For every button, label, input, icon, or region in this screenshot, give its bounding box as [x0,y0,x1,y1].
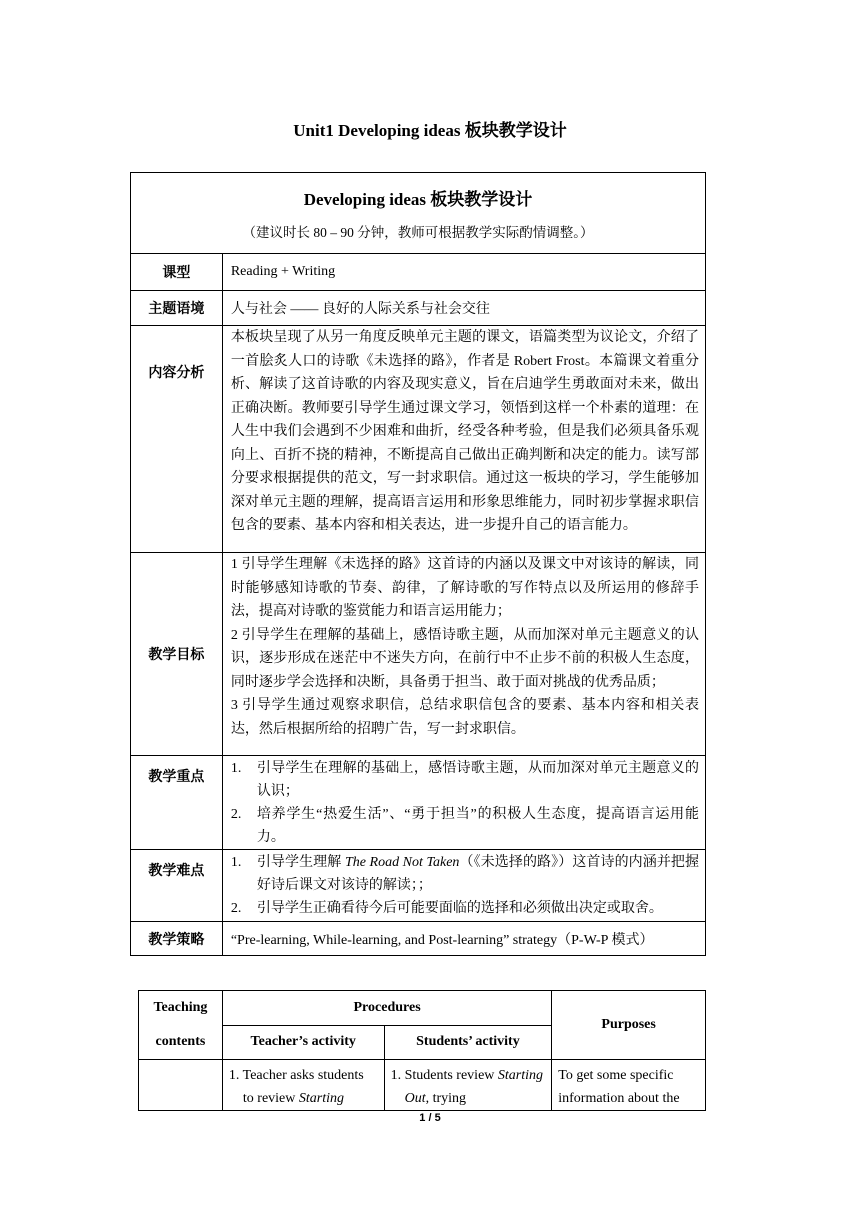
row-label-teaching-objectives: 教学目标 [131,553,223,756]
row-label-lesson-type: 课型 [131,254,223,291]
row-value-content-analysis: 本板块呈现了从另一角度反映单元主题的课文，语篇类型为议论文，介绍了一首脍炙人口的诗歌《未选择的路》，作者是 Robert Frost。本篇课文着重分析、解读了这首诗歌的内容及现实意义，旨在启迪学生勇敢面对未来，做出正确决断。教师要引导学生通过课文学习，领悟到这样一个朴素的道理：在人生中我们会遇到不少困难和曲折，经受各种考验，但是我们必须具备乐观向上、百折不挠的精神，不断提高自己做出正确判断和决定的能力。读写部分要求根据提供的范文，写一封求职信。通过这一板块的学习，学生能够加深对单元主题的理解，提高语言运用和形象思维能力，同时初步掌握求职信包含的要素、基本内容和相关表达，进一步提升自己的语言能力。 [222,326,705,553]
procedures-table [138,990,706,1111]
objective-item: 1 引导学生理解《未选择的路》这首诗的内涵以及课文中对该诗的解读，同时能够感知诗歌的节奏、韵律，了解诗歌的写作特点以及所运用的修辞手法，提高对诗歌的鉴赏能力和语言运用能力； [230,557,699,619]
row-label-teaching-strategy: 教学策略 [131,922,223,956]
teaching-contents-header: Teaching contents [139,991,223,1060]
page-number: 1 / 5 [419,1112,441,1124]
difficult-point-item: 2. 引导学生正确看待今后可能要面临的选择和必须做出决定或取舍。 [230,901,663,916]
students-activity-header: Students’ activity [384,1025,552,1060]
document-title: Unit1 Developing ideas 板块教学设计 [293,121,567,140]
row-label-key-points: 教学重点 [131,756,223,850]
row-label-theme-context: 主题语境 [131,291,223,326]
purposes-header: Purposes [552,991,706,1060]
row-value-teaching-objectives [222,553,705,756]
teaching-contents-cell [139,1060,223,1111]
row-value-theme-context: 人与社会 —— 良好的人际关系与社会交往 [222,291,705,326]
purpose-cell: To get some specific information about the [552,1060,706,1111]
lesson-design-table [130,172,706,956]
key-point-item: 1. 引导学生在理解的基础上，感悟诗歌主题，从而加深对单元主题意义的认识； [230,761,699,799]
difficult-point-item: 1. 引导学生理解 The Road Not Taken（《未选择的路》）这首诗的内涵并把握好诗后课文对该诗的解读；； [230,855,700,893]
procedures-header: Procedures [222,991,551,1026]
table-header-title: Developing ideas 板块教学设计 [303,190,533,209]
table-header-cell [131,173,706,254]
row-value-key-points [222,756,705,850]
students-activity-cell: 1. Students review Starting Out, trying [384,1060,552,1111]
teacher-activity-cell: 1. Teacher asks students to review Starting [222,1060,384,1111]
key-point-item: 2. 培养学生“热爱生活”、“勇于担当”的积极人生态度，提高语言运用能力。 [230,807,699,845]
objective-item: 2 引导学生在理解的基础上，感悟诗歌主题，从而加深对单元主题意义的认识，逐步形成在迷茫中不迷失方向，在前行中不止步不前的积极人生态度，同时逐步学会选择和决断，具备勇于担当、敢于面对挑战的优秀品质； [230,627,699,690]
row-value-difficult-points [222,850,705,922]
table-header-note: （建议时长 80 – 90 分钟，教师可根据教学实际酌情调整。） [242,225,594,240]
row-label-content-analysis: 内容分析 [131,326,223,553]
objective-item: 3 引导学生通过观察求职信，总结求职信包含的要素、基本内容和相关表达，然后根据所给的招聘广告，写一封求职信。 [230,698,699,737]
row-value-teaching-strategy: “Pre-learning, While-learning, and Post-learning” strategy（P-W-P 模式） [222,922,705,956]
row-label-difficult-points: 教学难点 [131,850,223,922]
row-value-lesson-type: Reading + Writing [222,254,705,291]
teacher-activity-header: Teacher’s activity [222,1025,384,1060]
